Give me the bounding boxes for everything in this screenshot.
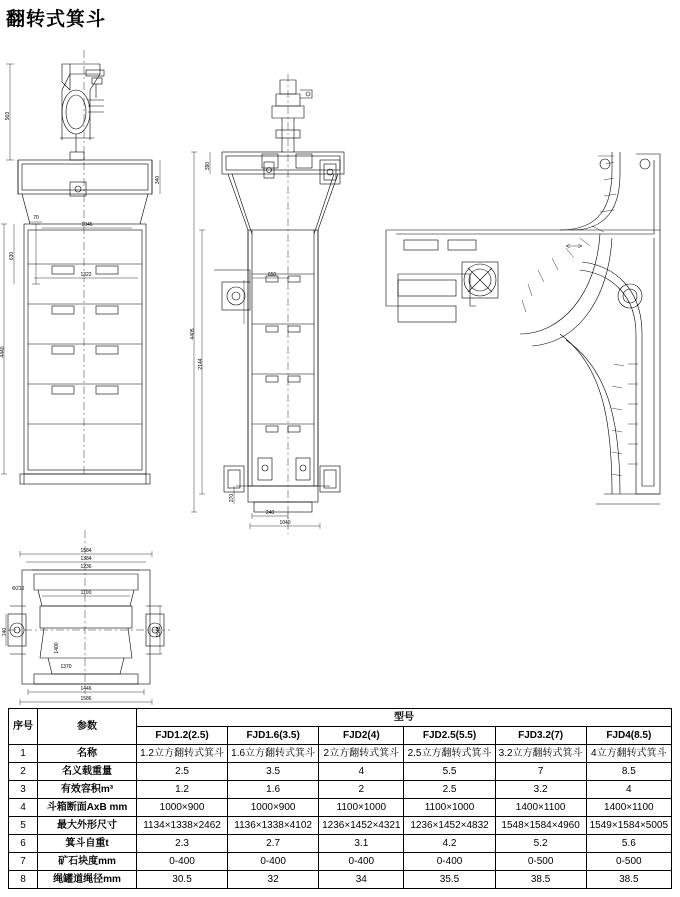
table-body [9,745,672,889]
table-row [9,853,672,871]
specification-table [8,708,672,889]
svg-text:1370: 1370 [60,664,72,670]
cell: 1000×900 [228,799,319,817]
header-model-3: FJD2.5(5.5) [404,727,495,745]
svg-text:740: 740 [2,627,8,637]
cell: 0-400 [404,853,495,871]
svg-text:1548: 1548 [156,626,162,638]
cell: 2.7 [228,835,319,853]
svg-text:Φ210: Φ210 [12,586,25,592]
svg-text:2144: 2144 [198,358,204,370]
cell: 0-500 [495,853,586,871]
header-no: 序号 [9,709,38,745]
svg-text:1384: 1384 [80,556,92,562]
table-row [9,835,672,853]
header-group-model: 型号 [137,709,672,727]
cell: 4立方翻转式箕斗 [586,745,671,763]
cell: 1.6 [228,781,319,799]
header-model-5: FJD4(8.5) [586,727,671,745]
header-model-2: FJD2(4) [319,727,404,745]
cell: 0-400 [319,853,404,871]
cell: 1236×1452×4321 [319,817,404,835]
svg-text:1040: 1040 [279,520,291,526]
table-row [9,781,672,799]
side-view [190,74,344,534]
cell: 5.2 [495,835,586,853]
header-param: 参数 [38,709,137,745]
svg-text:70: 70 [33,215,39,221]
technical-drawing-area [0,34,680,706]
cell: 1.6立方翻转式箕斗 [228,745,319,763]
row-no: 2 [9,763,38,781]
row-param: 名义载重量 [38,763,137,781]
cell: 1400×1100 [586,799,671,817]
svg-text:630: 630 [9,251,15,261]
row-param: 名称 [38,745,137,763]
cell: 38.5 [495,871,586,889]
cell: 0-400 [137,853,228,871]
cell: 4 [586,781,671,799]
row-no: 4 [9,799,38,817]
row-no: 8 [9,871,38,889]
row-param: 绳罐道绳径mm [38,871,137,889]
row-param: 箕斗自重t [38,835,137,853]
cell: 2立方翻转式箕斗 [319,745,404,763]
cell: 3.2 [495,781,586,799]
cell: 2 [319,781,404,799]
cell: 1.2 [137,781,228,799]
svg-text:270: 270 [229,493,235,503]
svg-text:1400: 1400 [54,642,60,654]
cell: 4 [319,763,404,781]
svg-text:1236: 1236 [80,564,92,570]
row-no: 6 [9,835,38,853]
header-model-4: FJD3.2(7) [495,727,586,745]
plan-view [2,530,170,705]
cell: 30.5 [137,871,228,889]
cell: 1549×1584×5005 [586,817,671,835]
svg-text:4440: 4440 [0,346,6,358]
cell: 1136×1338×4102 [228,817,319,835]
cell: 5.6 [586,835,671,853]
cell: 1000×900 [137,799,228,817]
row-no: 3 [9,781,38,799]
table-row [9,763,672,781]
cell: 3.1 [319,835,404,853]
cell: 3.5 [228,763,319,781]
cell: 1400×1100 [495,799,586,817]
cell: 0-400 [228,853,319,871]
svg-text:340: 340 [155,175,161,185]
cell: 4.2 [404,835,495,853]
row-no: 5 [9,817,38,835]
header-model-0: FJD1.2(2.5) [137,727,228,745]
detail-view [386,152,660,504]
svg-text:240: 240 [265,510,275,516]
cell: 1100×1000 [319,799,404,817]
table-row [9,871,672,889]
svg-text:1322: 1322 [80,272,92,278]
cell: 1548×1584×4960 [495,817,586,835]
cell: 2.5立方翻转式箕斗 [404,745,495,763]
table-header-row-1 [9,709,672,727]
cell: 1.2立方翻转式箕斗 [137,745,228,763]
cell: 2.5 [404,781,495,799]
table-row [9,745,672,763]
page-title: 翻转式箕斗 [6,9,107,30]
cell: 2.5 [137,763,228,781]
cell: 0-500 [586,853,671,871]
cell: 35.5 [404,871,495,889]
cell: 1134×1338×2462 [137,817,228,835]
cell: 32 [228,871,319,889]
cell: 1236×1452×4832 [404,817,495,835]
table-row [9,799,672,817]
svg-text:650: 650 [267,272,277,278]
table-head [9,709,672,745]
drawing-svg [0,34,680,706]
row-no: 1 [9,745,38,763]
svg-text:1584: 1584 [80,548,92,554]
svg-text:4405: 4405 [190,328,196,340]
row-param: 有效容积m³ [38,781,137,799]
cell: 38.5 [586,871,671,889]
svg-text:903: 903 [5,111,11,121]
row-no: 7 [9,853,38,871]
header-model-1: FJD1.6(3.5) [228,727,319,745]
front-view [0,50,161,484]
cell: 3.2立方翻转式箕斗 [495,745,586,763]
cell: 7 [495,763,586,781]
row-param: 矿石块度mm [38,853,137,871]
cell: 5.5 [404,763,495,781]
row-param: 斗箱断面AxB mm [38,799,137,817]
svg-text:1100: 1100 [80,590,92,596]
cell: 1100×1000 [404,799,495,817]
row-param: 最大外形尺寸 [38,817,137,835]
table-row [9,817,672,835]
svg-text:390: 390 [205,161,211,171]
cell: 8.5 [586,763,671,781]
cell: 2.3 [137,835,228,853]
svg-text:1446: 1446 [80,686,92,692]
svg-text:1586: 1586 [80,696,92,702]
cell: 34 [319,871,404,889]
svg-text:1046: 1046 [81,222,93,228]
